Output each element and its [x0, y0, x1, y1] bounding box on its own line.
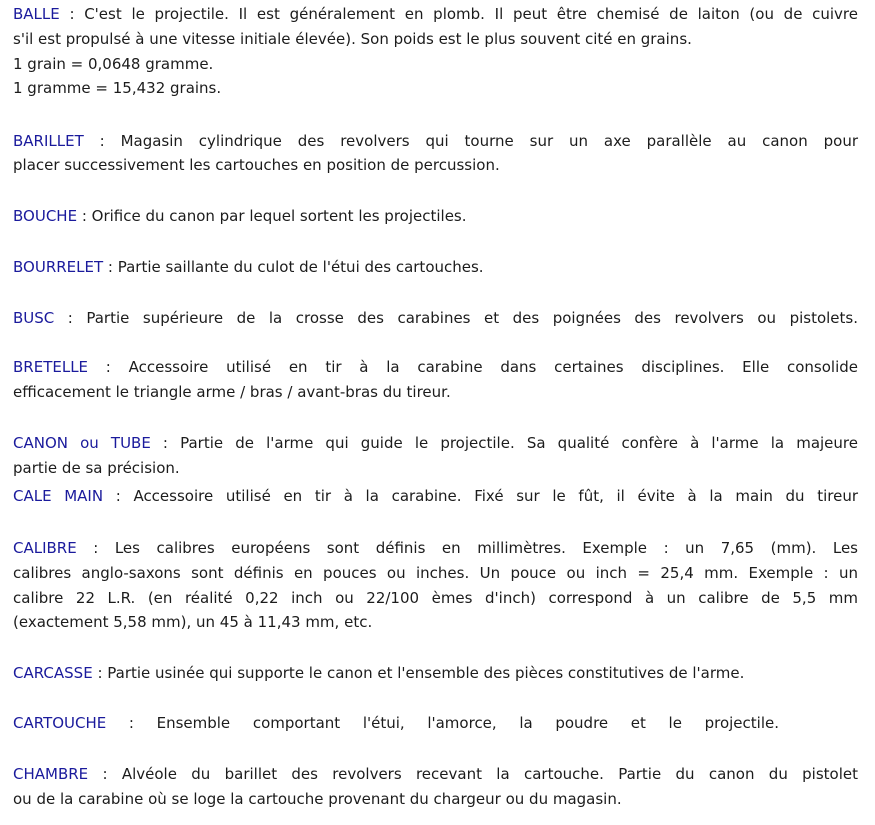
entry-bourrelet-line-1	[13, 257, 484, 277]
definition-text: : Les calibres européens sont définis en millimètres. Exemple : un 7,65 (mm). Les	[76, 539, 858, 557]
entry-canon-line-1	[13, 433, 858, 453]
definition-text: : Orifice du canon par lequel sortent les projectiles.	[77, 207, 467, 225]
entry-balle-line-2: s'il est propulsé à une vitesse initiale élevée). Son poids est le plus souvent cité en grains.	[13, 30, 692, 48]
entry-calibre-line-2: calibres anglo-saxons sont définis en pouces ou inches. Un pouce ou inch = 25,4 mm. Exemple : un	[13, 564, 858, 582]
term-busc: BUSC	[13, 309, 55, 327]
term-bouche: BOUCHE	[13, 207, 78, 225]
definition-text: : Magasin cylindrique des revolvers qui tourne sur un axe parallèle au canon pour	[83, 132, 858, 150]
entry-bouche-line-1	[13, 206, 467, 226]
entry-bretelle-line-1	[13, 357, 858, 377]
entry-bretelle-line-2: efficacement le triangle arme / bras / avant-bras du tireur.	[13, 383, 451, 401]
definition-text: : C'est le projectile. Il est généralement en plomb. Il peut être chemisé de laiton (ou de cuivre	[59, 5, 858, 23]
entry-barillet-line-1	[13, 131, 858, 151]
entry-chambre-line-1	[13, 764, 858, 784]
entry-balle-line-1	[13, 4, 858, 24]
term-carcasse: CARCASSE	[13, 664, 93, 682]
term-cale-main: CALE MAIN	[13, 487, 104, 505]
term-barillet: BARILLET	[13, 132, 84, 150]
term-chambre: CHAMBRE	[13, 765, 89, 783]
entry-balle-line-4: 1 gramme = 15,432 grains.	[13, 79, 222, 97]
definition-text: : Partie de l'arme qui guide le projectile. Sa qualité confère à l'arme la majeure	[150, 434, 858, 452]
term-cartouche: CARTOUCHE	[13, 714, 107, 732]
definition-text: : Accessoire utilisé en tir à la carabine dans certaines disciplines. Elle consolide	[88, 358, 858, 376]
definition-text: : Ensemble comportant l'étui, l'amorce, la poudre et le projectile.	[106, 714, 779, 732]
term-bretelle: BRETELLE	[13, 358, 89, 376]
term-canon-ou-tube: CANON ou TUBE	[13, 434, 151, 452]
entry-canon-line-2: partie de sa précision.	[13, 459, 180, 477]
entry-busc-line-1	[13, 308, 858, 328]
definition-text: : Partie saillante du culot de l'étui des cartouches.	[103, 258, 484, 276]
definition-text: : Partie usinée qui supporte le canon et l'ensemble des pièces constitutives de l'arme.	[92, 664, 745, 682]
entry-barillet-line-2: placer successivement les cartouches en position de percussion.	[13, 156, 500, 174]
entry-calibre-line-4: (exactement 5,58 mm), un 45 à 11,43 mm, etc.	[13, 613, 373, 631]
entry-carcasse-line-1	[13, 663, 744, 683]
entry-chambre-line-2: ou de la carabine où se loge la cartouche provenant du chargeur ou du magasin.	[13, 790, 622, 808]
entry-calibre-line-1	[13, 538, 858, 558]
term-calibre: CALIBRE	[13, 539, 77, 557]
term-bourrelet: BOURRELET	[13, 258, 104, 276]
entry-cartouche-line-1	[13, 713, 779, 733]
entry-calibre-line-3: calibre 22 L.R. (en réalité 0,22 inch ou 22/100 èmes d'inch) correspond à un calibre de 5,5 mm	[13, 589, 858, 607]
entry-cale-main-line-1	[13, 486, 858, 506]
definition-text: : Accessoire utilisé en tir à la carabine. Fixé sur le fût, il évite à la main du tireur	[103, 487, 858, 505]
definition-text: : Alvéole du barillet des revolvers recevant la cartouche. Partie du canon du pistolet	[88, 765, 858, 783]
definition-text: : Partie supérieure de la crosse des carabines et des poignées des revolvers ou pistolets.	[54, 309, 858, 327]
entry-balle-line-3: 1 grain = 0,0648 gramme.	[13, 55, 214, 73]
term-balle: BALLE	[13, 5, 60, 23]
